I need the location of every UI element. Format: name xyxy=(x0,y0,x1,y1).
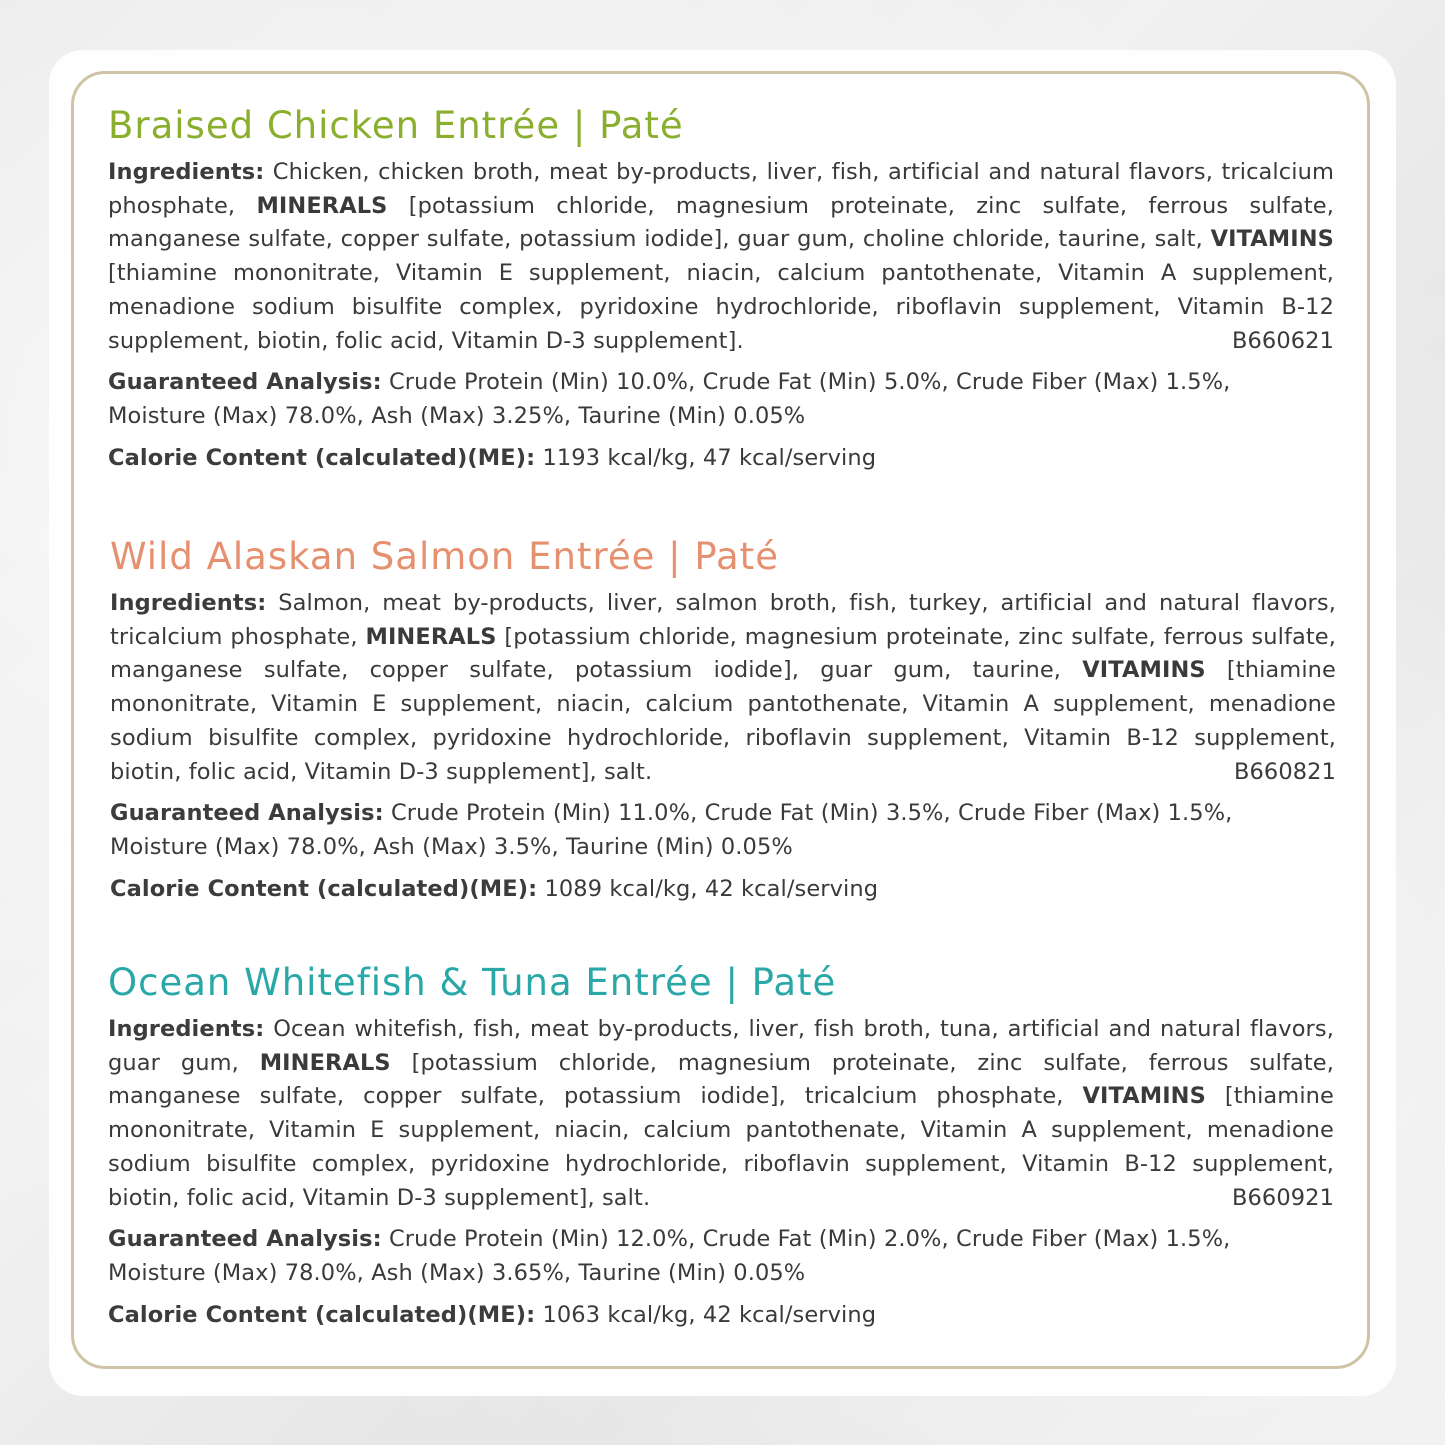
analysis-paragraph xyxy=(108,366,1334,433)
analysis-label: Guaranteed Analysis: xyxy=(108,1226,382,1253)
ingredients-text-1: Chicken, chicken broth, meat by-products, liver, fish, artificial and natural flavors, tricalcium phosphate, xyxy=(108,159,1334,219)
section-ocean-whitefish-tuna xyxy=(108,961,1334,1332)
section-wild-alaskan-salmon xyxy=(110,535,1336,906)
minerals-label: MINERALS xyxy=(365,623,497,650)
calorie-text: 1063 kcal/kg, 42 kcal/serving xyxy=(542,1301,877,1328)
product-code: B660921 xyxy=(1231,1184,1334,1211)
section-title: Ocean Whitefish & Tuna Entrée | Paté xyxy=(108,961,837,1004)
ingredients-paragraph xyxy=(110,587,1336,789)
ingredients-paragraph xyxy=(108,156,1334,358)
ingredients-text-2: [potassium chloride, magnesium proteinate, zinc sulfate, ferrous sulfate, manganese sulfate, copper sulfate, potassium iodide], guar gum, taurine, xyxy=(110,623,1336,684)
calorie-text: 1089 kcal/kg, 42 kcal/serving xyxy=(544,875,879,902)
ingredients-text-1: Ocean whitefish, fish, meat by-products, liver, fish broth, tuna, artificial and natural flavors, guar gum, xyxy=(108,1016,1334,1076)
ingredients-text-2: [potassium chloride, magnesium proteinate, zinc sulfate, ferrous sulfate, manganese sulfate, copper sulfate, potassium iodide], tricalcium phosphate, xyxy=(108,1049,1334,1110)
calorie-label: Calorie Content (calculated)(ME): xyxy=(110,875,538,902)
calorie-text: 1193 kcal/kg, 47 kcal/serving xyxy=(542,444,877,471)
ingredients-label: Ingredients: xyxy=(108,1016,265,1042)
minerals-label: MINERALS xyxy=(259,1049,391,1076)
calorie-paragraph xyxy=(108,442,1334,476)
section-title: Wild Alaskan Salmon Entrée | Paté xyxy=(110,535,779,578)
calorie-label: Calorie Content (calculated)(ME): xyxy=(108,444,536,471)
section-braised-chicken xyxy=(108,104,1334,475)
ingredients-text-3: [thiamine mononitrate, Vitamin E supplement, niacin, calcium pantothenate, Vitamin A supplement, menadione sodium bisulfite complex, pyridoxine hydrochloride, riboflavin supplement, Vitamin B-12 supplement, biotin, folic acid, Vitamin D-3 supplement], salt. xyxy=(108,1083,1334,1211)
analysis-label: Guaranteed Analysis: xyxy=(108,369,382,396)
analysis-paragraph xyxy=(110,797,1336,864)
ingredients-label: Ingredients: xyxy=(108,159,265,185)
ingredients-text-1: Salmon, meat by-products, liver, salmon broth, fish, turkey, artificial and natural flavors, tricalcium phosphate, xyxy=(110,590,1336,650)
calorie-label: Calorie Content (calculated)(ME): xyxy=(108,1301,536,1328)
minerals-label: MINERALS xyxy=(256,192,388,219)
product-code: B660821 xyxy=(1233,758,1336,785)
analysis-paragraph xyxy=(108,1223,1334,1290)
vitamins-label: VITAMINS xyxy=(1082,657,1206,684)
analysis-text: Crude Protein (Min) 12.0%, Crude Fat (Min) 2.0%, Crude Fiber (Max) 1.5%, Moisture (Max) 78.0%, Ash (Max) 3.65%, Taurine (Min) 0.05% xyxy=(108,1226,1231,1286)
vitamins-label: VITAMINS xyxy=(1210,226,1334,253)
ingredients-text-3: [thiamine mononitrate, Vitamin E supplement, niacin, calcium pantothenate, Vitamin A supplement, menadione sodium bisulfite complex, pyridoxine hydrochloride, riboflavin supplement, Vitamin B-12 supplement, biotin, folic acid, Vitamin D-3 supplement], salt. xyxy=(110,657,1336,785)
vitamins-label: VITAMINS xyxy=(1082,1083,1206,1110)
section-title: Braised Chicken Entrée | Paté xyxy=(108,104,684,147)
calorie-paragraph xyxy=(108,1299,1334,1333)
ingredients-label: Ingredients: xyxy=(110,590,267,616)
calorie-paragraph xyxy=(110,873,1336,907)
analysis-text: Crude Protein (Min) 10.0%, Crude Fat (Min) 5.0%, Crude Fiber (Max) 1.5%, Moisture (Max) 78.0%, Ash (Max) 3.25%, Taurine (Min) 0.05% xyxy=(108,369,1231,429)
product-code: B660621 xyxy=(1231,327,1334,354)
ingredients-text-2: [potassium chloride, magnesium proteinate, zinc sulfate, ferrous sulfate, manganese sulfate, copper sulfate, potassium iodide], guar gum, choline chloride, taurine, salt, xyxy=(108,192,1334,253)
analysis-text: Crude Protein (Min) 11.0%, Crude Fat (Min) 3.5%, Crude Fiber (Max) 1.5%, Moisture (Max) 78.0%, Ash (Max) 3.5%, Taurine (Min) 0.05% xyxy=(110,800,1233,860)
analysis-label: Guaranteed Analysis: xyxy=(110,800,384,827)
ingredients-text-3: [thiamine mononitrate, Vitamin E supplement, niacin, calcium pantothenate, Vitamin A supplement, menadione sodium bisulfite complex, pyridoxine hydrochloride, riboflavin supplement, Vitamin B-12 supplement, biotin, folic acid, Vitamin D-3 supplement]. xyxy=(108,260,1334,354)
ingredients-paragraph xyxy=(108,1013,1334,1215)
